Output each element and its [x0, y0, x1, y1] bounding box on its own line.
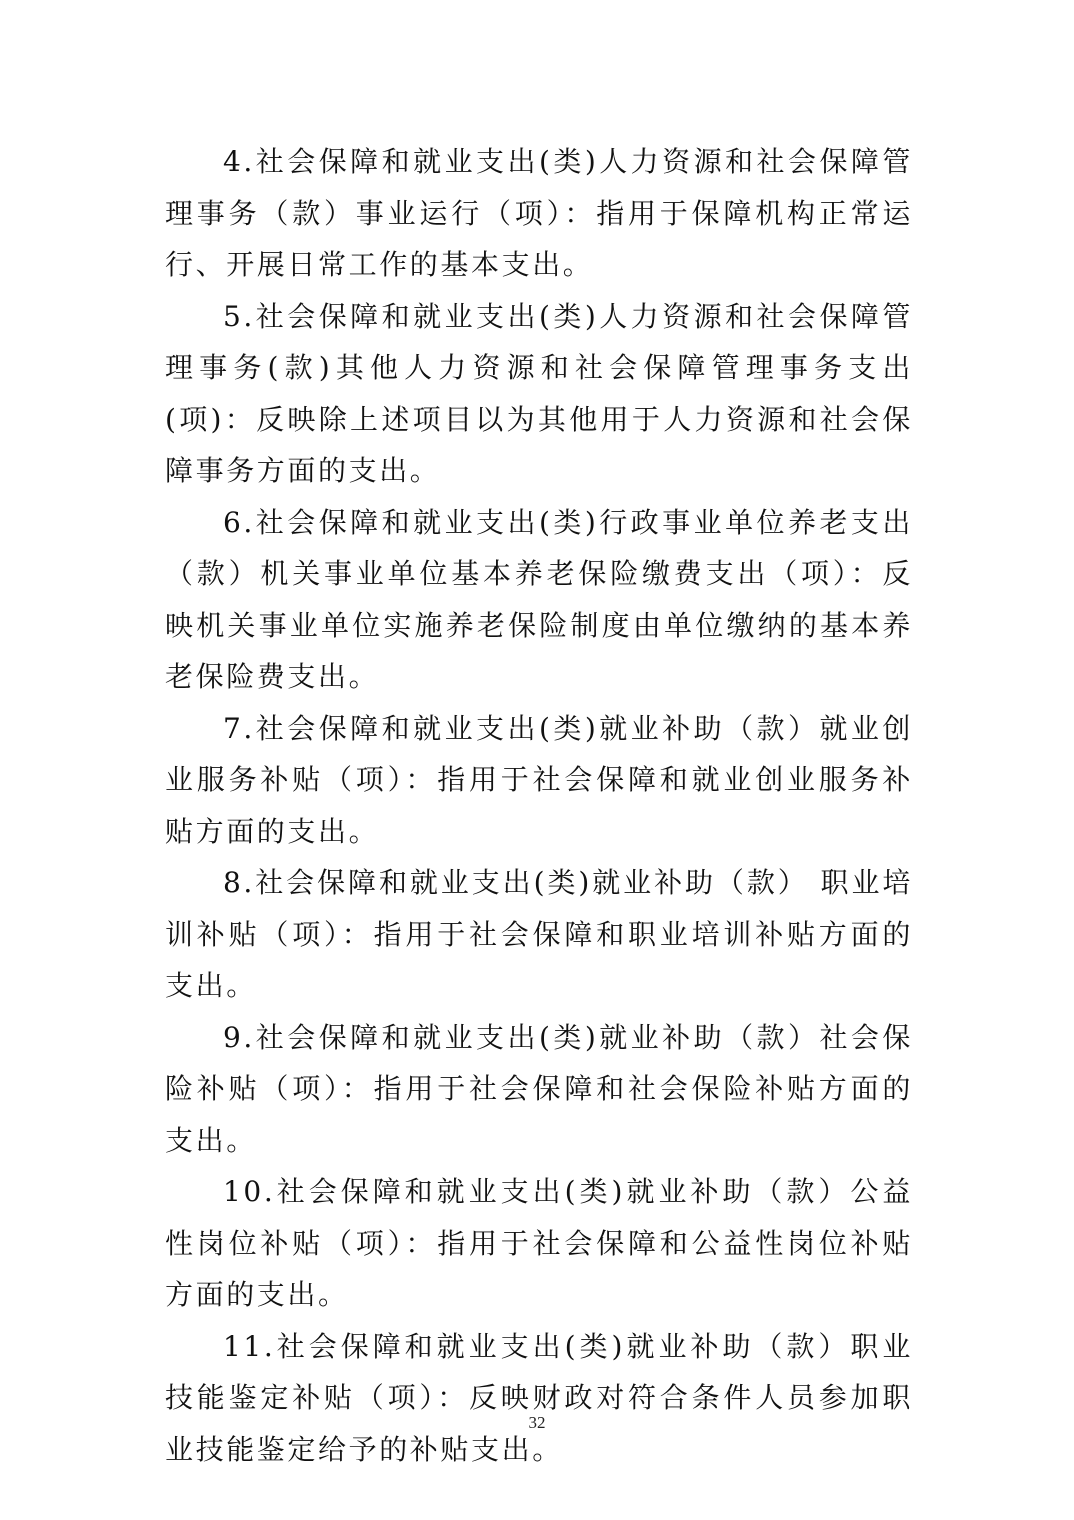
- paragraph-item-10: 10.社会保障和就业支出(类)就业补助（款）公益性岗位补贴（项）：指用于社会保障和公益性岗位补贴方面的支出。: [165, 1175, 913, 1311]
- paragraph-item-5: 5.社会保障和就业支出(类)人力资源和社会保障管理事务(款)其他人力资源和社会保障管理事务支出(项)：反映除上述项目以为其他用于人力资源和社会保障事务方面的支出。: [165, 299, 913, 487]
- paragraph-item-8: 8.社会保障和就业支出(类)就业补助（款） 职业培训补贴（项）：指用于社会保障和职业培训补贴方面的支出。: [165, 866, 913, 1002]
- page-number: 32: [528, 1413, 546, 1432]
- paragraph-item-6: 6.社会保障和就业支出(类)行政事业单位养老支出（款）机关事业单位基本养老保险缴费支出（项）：反映机关事业单位实施养老保险制度由单位缴纳的基本养老保险费支出。: [165, 505, 913, 693]
- paragraph-item-11: 11.社会保障和就业支出(类)就业补助（款）职业技能鉴定补贴（项）：反映财政对符合条件人员参加职业技能鉴定给予的补贴支出。: [165, 1329, 913, 1466]
- paragraph-item-7: 7.社会保障和就业支出(类)就业补助（款）就业创业服务补贴（项）：指用于社会保障和就业创业服务补贴方面的支出。: [165, 711, 913, 848]
- paragraph-item-4: 4.社会保障和就业支出(类)人力资源和社会保障管理事务（款）事业运行（项）：指用于保障机构正常运行、开展日常工作的基本支出。: [165, 145, 913, 281]
- document-body: [165, 136, 913, 1475]
- paragraph-item-9: 9.社会保障和就业支出(类)就业补助（款）社会保险补贴（项）：指用于社会保障和社会保险补贴方面的支出。: [165, 1020, 913, 1157]
